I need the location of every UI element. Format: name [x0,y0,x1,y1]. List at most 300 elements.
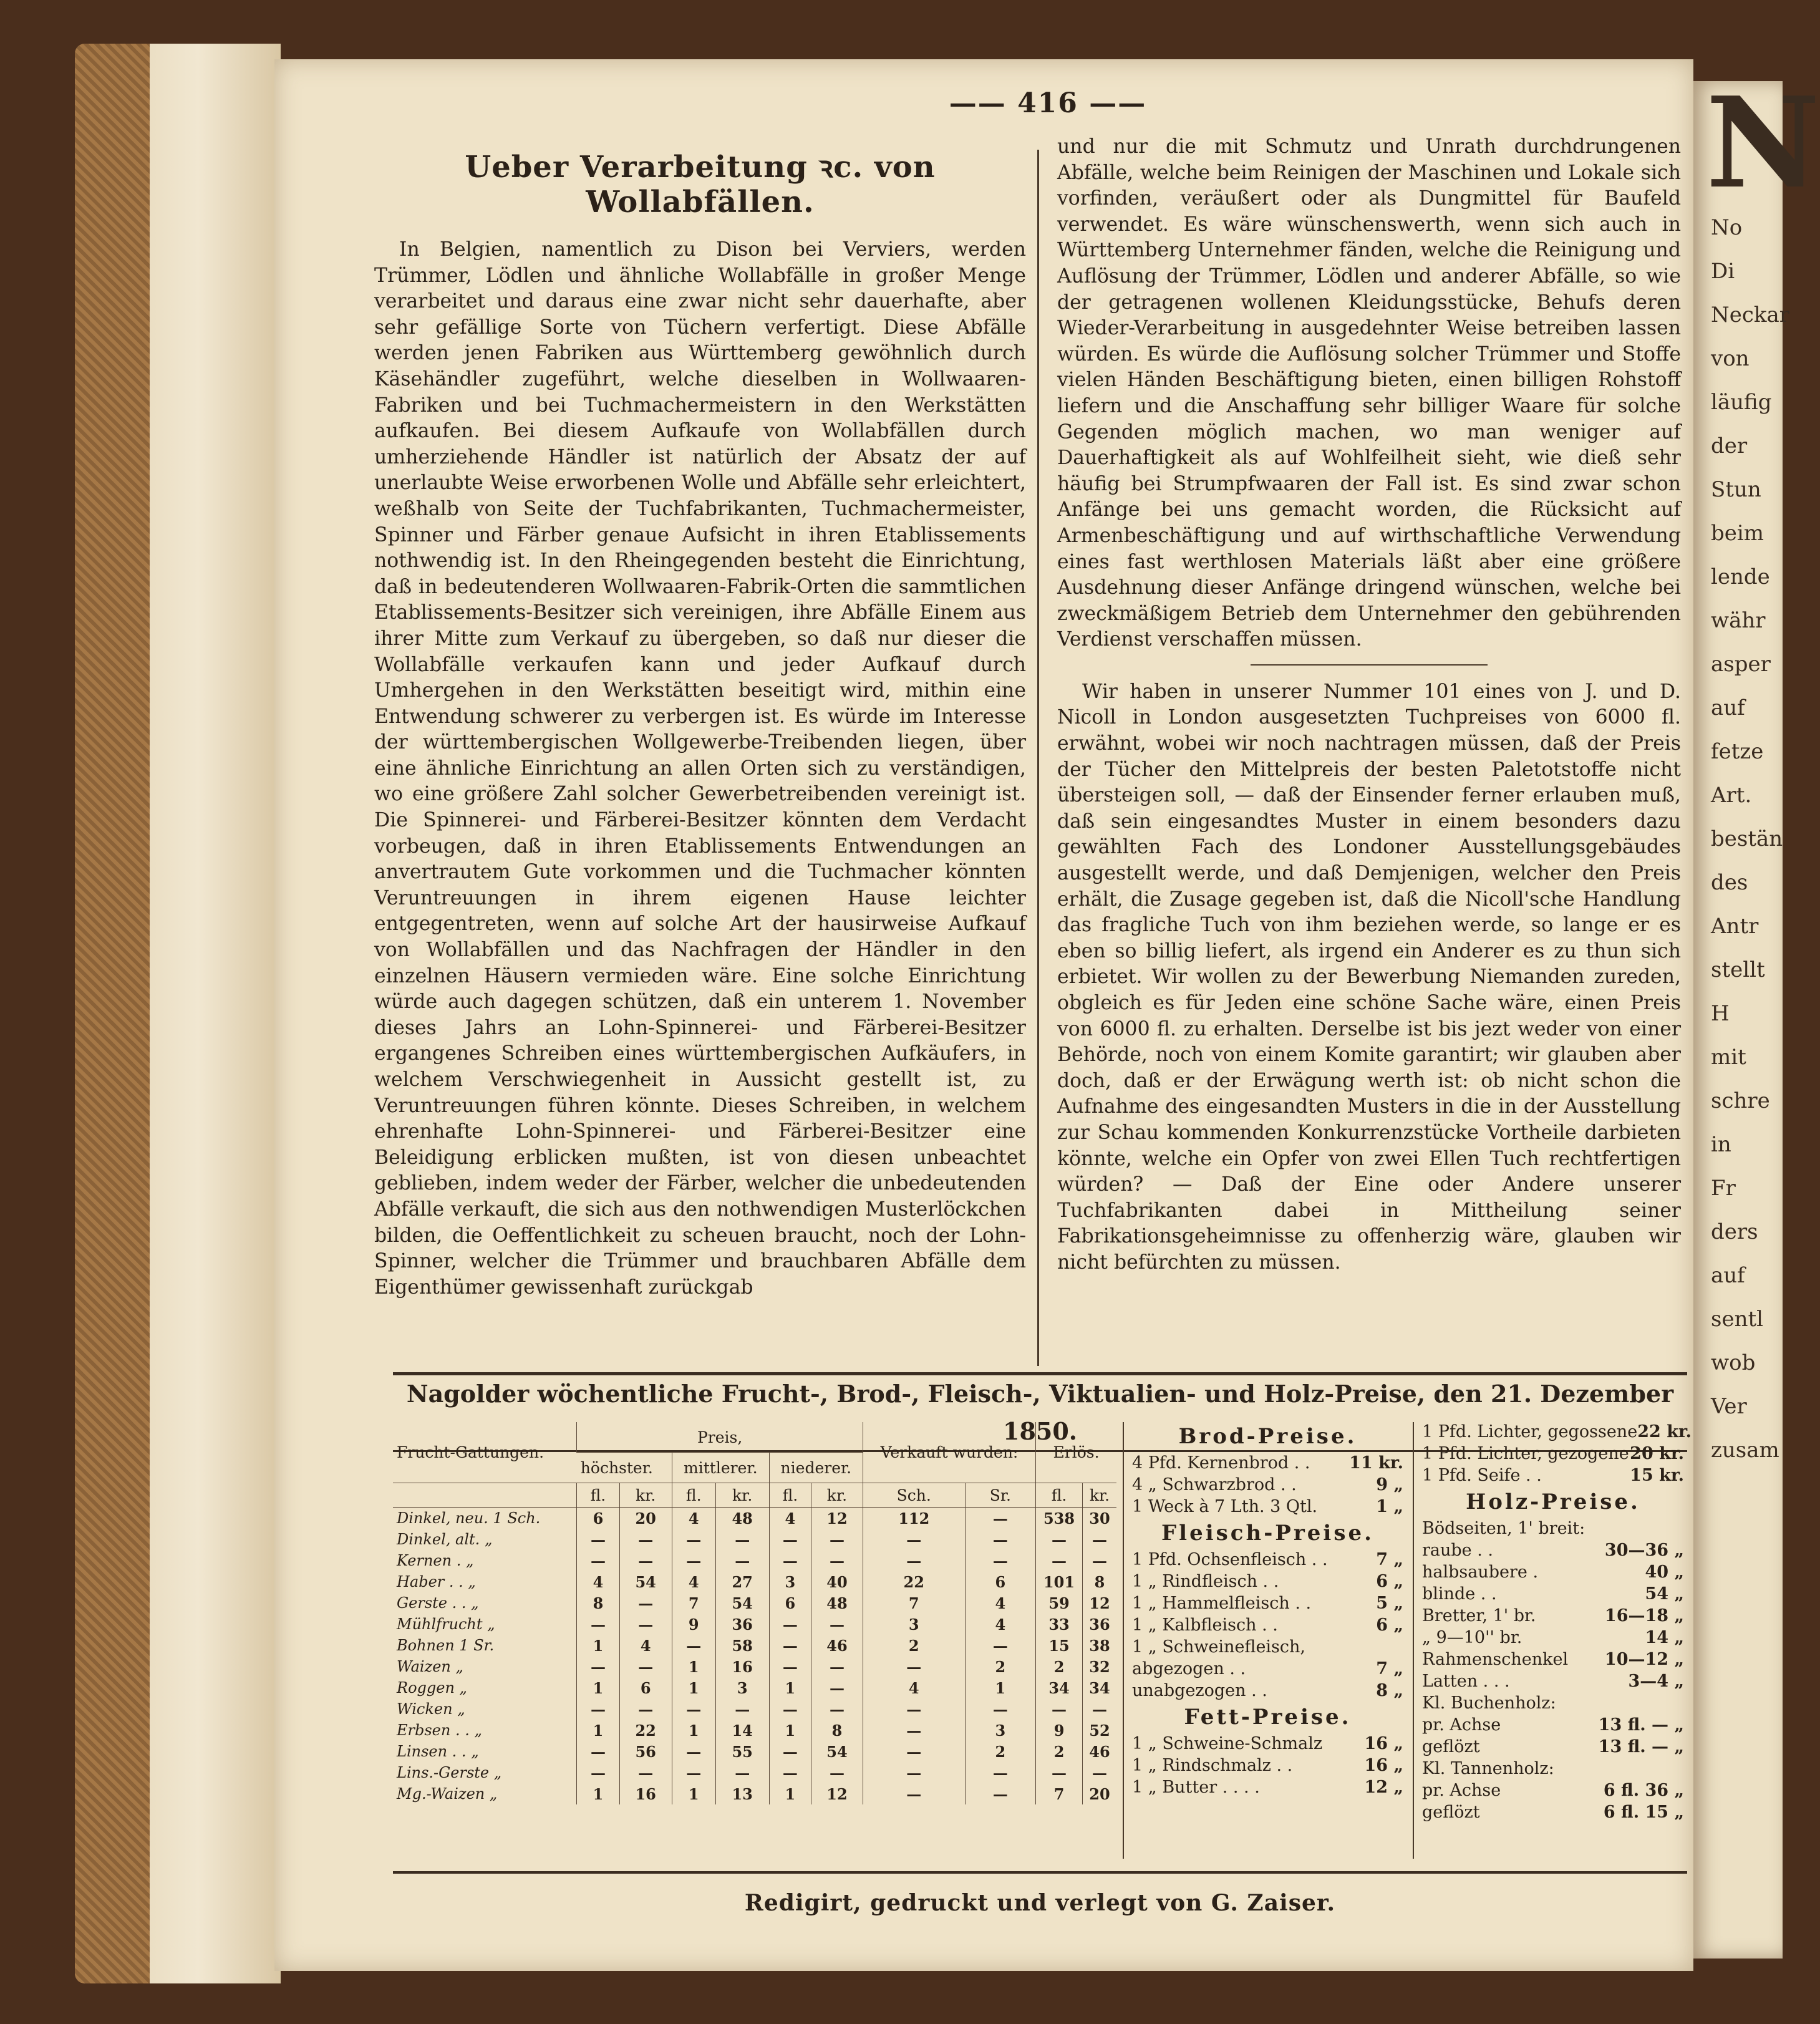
grain-value-cell: 3 [863,1614,965,1635]
grain-value-cell: 1 [672,1656,715,1677]
item-price: 14 „ [1645,1628,1684,1647]
item-price: 15 kr. [1630,1466,1684,1485]
item-price: 7 „ [1376,1550,1403,1569]
grain-value-cell: 6 [619,1677,672,1698]
grain-value-cell: 6 [577,1508,619,1529]
grain-value-cell: — [811,1762,863,1783]
list-item [1132,1592,1403,1614]
item-price: 5 „ [1376,1594,1403,1613]
grain-value-cell: — [672,1698,715,1720]
list-item [1422,1714,1684,1736]
grain-name-cell: Linsen . . „ [397,1743,479,1760]
grain-value-cell: — [811,1550,863,1571]
list-item [1422,1758,1684,1779]
grain-value-cell: — [715,1529,769,1550]
grain-value-cell: 7 [863,1592,965,1614]
next-page-word: Antr [1711,914,1759,939]
item-price: 11 kr. [1349,1453,1403,1473]
grain-value-cell: 22 [863,1571,965,1592]
grain-value-cell: 4 [672,1508,715,1529]
unit-cell: kr. [715,1483,769,1508]
viktualien-list [1422,1421,1692,1486]
next-page-word: Neckar [1711,303,1790,327]
grain-value-cell: — [811,1698,863,1720]
grain-value-cell: — [863,1720,965,1741]
unit-cell: kr. [811,1483,863,1508]
grain-value-cell: — [619,1529,672,1550]
article-body-right: und nur die mit Schmutz und Unrath durchdrungenen Abfälle, welche beim Reinigen der Maschinen und Lokale sich vorfinden, veräußert oder als Dungmittel für Baufeld verwendet. Es wäre wünschenswerth, wenn sich auch in Württemberg Unternehmer fänden, welche die Reinigung und Auflösung der Trümmer, Lödlen und anderer Abfälle, so wie der getragenen wollenen Kleidungsstücke, Behufs deren Wieder-Verarbeitung in ausgedehnter Weise betreiben lassen würden. Es würde die Auflösung solcher Trümmer und Stoffe vielen Händen Beschäftigung bieten, einen billigen Rohstoff liefern und die Anschaffung sehr billiger Waare für solche Gegenden möglich machen, wo man weniger auf Dauerhaftigkeit als auf Wohlfeilheit sieht, wie dieß sehr häufig bei Strumpfwaaren der Fall ist. Es sind zwar schon Anfänge bei uns gemacht worden, die Rücksicht auf Armenbeschäftigung und auf wirthschaftliche Verwendung eines fast werthlosen Materials läßt aber eine größere Ausdehnung dieser Anfänge dringend wünschen, welche bei zweckmäßigem Betrieb dem Unternehmer den gebührenden Verdienst verschaffen müssen. [1057,135,1681,651]
grain-name-cell: Dinkel, neu. 1 Sch. [397,1509,541,1527]
column-divider [1037,150,1039,1366]
grain-value-cell: 1 [769,1677,811,1698]
next-page-word: auf [1711,695,1745,720]
grain-value-cell: — [1036,1762,1083,1783]
grain-value-cell: 32 [1082,1656,1116,1677]
header-yield: Erlös. [1036,1422,1116,1483]
grain-value-cell: 7 [672,1592,715,1614]
grain-value-cell: 9 [1036,1720,1083,1741]
item-label: Bretter, 1' br. [1422,1606,1536,1625]
item-label: geflözt [1422,1803,1480,1822]
next-page-word: sentl [1711,1307,1764,1332]
grain-value-cell: 2 [1036,1741,1083,1762]
grain-value-cell: 34 [1036,1677,1083,1698]
table-row [393,1698,1116,1720]
item-label: pr. Achse [1422,1781,1501,1800]
grain-value-cell: — [811,1656,863,1677]
header-kind: Frucht-Gattungen. [393,1422,577,1483]
item-price: 6 fl. 15 „ [1603,1803,1684,1822]
unit-cell: fl. [1036,1483,1083,1508]
list-item [1422,1605,1684,1627]
grain-value-cell: — [863,1550,965,1571]
grain-value-cell: 4 [965,1614,1036,1635]
item-price: 9 „ [1376,1475,1403,1494]
holz-list [1422,1518,1684,1823]
next-page-word: zusam [1711,1438,1779,1463]
list-item [1422,1649,1684,1670]
list-item [1132,1755,1403,1776]
item-price: 8 „ [1376,1681,1403,1700]
article-title: Ueber Verarbeitung ꝛc. von Wollabfällen. [465,150,936,220]
grain-value-cell: — [577,1762,619,1783]
grain-value-cell: 48 [715,1508,769,1529]
grain-value-cell: 1 [672,1783,715,1804]
table-row [393,1762,1116,1783]
fett-title: Fett-Preise. [1184,1705,1352,1730]
item-label: 1 „ Rindfleisch . . [1132,1572,1279,1591]
grain-value-cell: — [863,1741,965,1762]
grain-value-cell: — [965,1529,1036,1550]
item-price: 6 „ [1376,1615,1403,1635]
grain-value-cell: 6 [769,1592,811,1614]
grain-value-cell: 22 [619,1720,672,1741]
grain-value-cell: 55 [715,1741,769,1762]
brod-title: Brod-Preise. [1178,1424,1357,1449]
next-page-word: asper [1711,652,1771,677]
grain-value-cell: 16 [715,1656,769,1677]
fett-list [1132,1733,1403,1798]
item-label: abgezogen . . [1132,1659,1246,1678]
grain-value-cell: — [769,1550,811,1571]
item-price: 22 kr. [1637,1422,1692,1441]
paragraph-separator [1251,664,1488,666]
grain-value-cell: 4 [965,1592,1036,1614]
grain-value-cell: 27 [715,1571,769,1592]
item-label: 1 Pfd. Lichter, gegossene [1422,1422,1638,1441]
list-item [1132,1776,1403,1798]
unit-cell: fl. [577,1483,619,1508]
grain-value-cell: — [672,1635,715,1656]
grain-value-cell: — [769,1656,811,1677]
grain-value-cell: — [863,1529,965,1550]
grain-value-cell: — [672,1762,715,1783]
grain-name-cell: Gerste . . „ [397,1594,479,1612]
grain-name-cell: Waizen „ [397,1658,463,1675]
left-column [374,150,1026,1372]
item-price: 12 „ [1364,1778,1403,1797]
grain-value-cell: 46 [811,1635,863,1656]
unit-cell: kr. [619,1483,672,1508]
unit-cell: fl. [769,1483,811,1508]
list-item [1132,1658,1403,1680]
market-prices-title: Nagolder wöchentliche Frucht-, Brod-, Fleisch-, Viktualien- und Holz-Preise, den 21. Dezember 1850. [393,1375,1687,1452]
grain-value-cell: 1 [672,1677,715,1698]
grain-value-cell: — [863,1762,965,1783]
grain-value-cell: 30 [1082,1508,1116,1529]
grain-value-cell: 54 [715,1592,769,1614]
grain-value-cell: — [619,1592,672,1614]
next-page-word: von [1711,346,1750,371]
grain-value-cell: 2 [965,1656,1036,1677]
grain-name-cell: Roggen „ [397,1679,467,1697]
item-price: 30—36 „ [1604,1541,1684,1560]
grain-value-cell: — [672,1550,715,1571]
next-page-word: H [1711,1001,1730,1026]
grain-value-cell: — [863,1783,965,1804]
grain-value-cell: 7 [1036,1783,1083,1804]
next-page-word: schre [1711,1088,1770,1113]
grain-value-cell: — [769,1741,811,1762]
book-cover [75,44,150,1983]
header-mid: mittlerer. [672,1453,769,1483]
table-row [393,1720,1116,1741]
grain-value-cell: — [1082,1698,1116,1720]
unit-cell: fl. [672,1483,715,1508]
item-price: 13 fl. — „ [1598,1715,1684,1735]
grain-value-cell: — [577,1614,619,1635]
item-price: 6 „ [1376,1572,1403,1591]
grain-name-cell: Haber . . „ [397,1573,476,1591]
tuchpreis-notice: Wir haben in unserer Nummer 101 eines von J. und D. Nicoll in London ausgesetzten Tuchpreises von 6000 fl. erwähnt, wobei wir noch nachtragen müssen, daß der Preis der Tücher den Mittelpreis der besten Paletotstoffe nicht übersteigen soll, — daß der Einsender ferner erlauben muß, daß sein eingesandtes Muster in einem besonders dazu gewählten Fach des Londoner Ausstellungsgebäudes ausgestellt werde, und daß Demjenigen, welcher den Preis erhält, die Zusage gegeben ist, daß die Nicoll'sche Handlung das fragliche Tuch von ihm beziehen werde, so lange er es eben so billig liefert, als irgend ein Anderer es zu thun sich erbietet. Wir wollen zu der Bewerbung Niemanden zureden, obgleich es für Jeden eine schöne Sache wäre, einen Preis von 6000 fl. zu erhalten. Derselbe ist bis jezt weder von einer Behörde, noch von einem Komite garantirt; wir glauben aber doch, daß er der Erwägung werth ist: ob nicht schon die Aufnahme des eingesandten Musters in die in der Ausstellung zur Schau kommenden Konkurrenzstücke Vortheile darbieten könnte, welche ein Opfer von zwei Ellen Tuch rechtfertigen würden? — Daß der Eine oder Andere unserer Tuchfabrikanten dabei in Mittheilung seiner Fabrikationsgeheimnisse zu offenherzig wäre, glauben wir nicht befürchten zu müssen. [1057,680,1681,1274]
item-price: 6 fl. 36 „ [1603,1781,1684,1800]
item-label: geflözt [1422,1737,1480,1756]
wood-prices-block [1422,1421,1692,1823]
item-price: 54 „ [1645,1584,1684,1604]
next-page-word: N [1706,70,1820,216]
grain-value-cell: 1 [769,1720,811,1741]
grain-value-cell: — [769,1614,811,1635]
grain-value-cell: — [965,1762,1036,1783]
grain-value-cell: 4 [672,1571,715,1592]
table-divider-2 [1413,1422,1414,1859]
item-price: 16 „ [1364,1734,1403,1753]
item-label: raube . . [1422,1541,1493,1560]
grain-value-cell: — [619,1698,672,1720]
grain-name-cell: Wicken „ [397,1700,465,1718]
grain-value-cell: 8 [1082,1571,1116,1592]
table-row [393,1783,1116,1804]
list-item [1132,1571,1403,1592]
item-label: 1 Weck à 7 Lth. 3 Qtl. [1132,1497,1318,1516]
header-price: Preis, [577,1422,863,1453]
item-price: 3—4 „ [1628,1672,1684,1691]
grain-value-cell: 15 [1036,1635,1083,1656]
item-price: 1 „ [1376,1497,1403,1516]
grain-value-cell: 54 [619,1571,672,1592]
grain-value-cell: — [577,1698,619,1720]
list-item [1132,1452,1403,1474]
grain-value-cell: — [863,1698,965,1720]
table-divider-1 [1123,1422,1124,1859]
grain-value-cell: 3 [965,1720,1036,1741]
item-label: 1 „ Butter . . . . [1132,1778,1260,1797]
unit-blank [393,1483,577,1508]
list-item [1422,1421,1692,1443]
grain-value-cell: 12 [811,1783,863,1804]
list-item [1132,1474,1403,1496]
item-label: Bödseiten, 1' breit: [1422,1519,1585,1538]
item-price: 16 „ [1364,1756,1403,1775]
grain-value-cell: 58 [715,1635,769,1656]
next-page-word: Di [1711,259,1735,284]
next-page-word: währ [1711,608,1766,633]
next-page-word: beim [1711,521,1764,546]
grain-value-cell: 3 [715,1677,769,1698]
list-item [1422,1561,1684,1583]
list-item [1422,1539,1684,1561]
list-item [1422,1670,1684,1692]
grain-value-cell: 112 [863,1508,965,1529]
grain-value-cell: — [672,1529,715,1550]
item-label: 1 „ Kalbfleisch . . [1132,1615,1278,1635]
grain-name-cell: Lins.-Gerste „ [397,1764,502,1781]
item-label: 4 „ Schwarzbrod . . [1132,1475,1297,1494]
next-page-word: der [1711,433,1748,458]
next-page-word: Stun [1711,477,1761,502]
grain-name-cell: Dinkel, alt. „ [397,1531,493,1548]
grain-value-cell: 46 [1082,1741,1116,1762]
grain-value-cell: 16 [619,1783,672,1804]
grain-value-cell: 3 [769,1571,811,1592]
next-page-word: lende [1711,564,1770,589]
grain-value-cell: 1 [577,1677,619,1698]
grain-table-body [393,1508,1116,1805]
list-item [1422,1801,1684,1823]
grain-value-cell: 13 [715,1783,769,1804]
brod-list [1132,1452,1403,1518]
grain-value-cell: 1 [769,1783,811,1804]
table-row [393,1571,1116,1592]
grain-name-cell: Mühlfrucht „ [397,1615,495,1633]
grain-value-cell: 2 [863,1635,965,1656]
grain-value-cell: — [619,1614,672,1635]
grain-value-cell: 6 [965,1571,1036,1592]
table-row [393,1529,1116,1550]
grain-value-cell: 9 [672,1614,715,1635]
item-label: blinde . . [1422,1584,1497,1604]
list-item [1132,1549,1403,1571]
grain-value-cell: — [769,1762,811,1783]
grain-value-cell: 54 [811,1741,863,1762]
grain-value-cell: 48 [811,1592,863,1614]
next-page-word: Ver [1711,1394,1747,1419]
grain-value-cell: — [672,1741,715,1762]
grain-value-cell: — [863,1656,965,1677]
footer-rule [393,1871,1687,1874]
list-item [1422,1779,1684,1801]
list-item [1422,1627,1684,1649]
table-row [393,1508,1116,1529]
grain-value-cell: — [965,1783,1036,1804]
next-page-word: des [1711,870,1748,895]
unit-cell: kr. [1082,1483,1116,1508]
grain-value-cell: 4 [619,1635,672,1656]
item-price: 16—18 „ [1604,1606,1684,1625]
grain-value-cell: — [965,1635,1036,1656]
right-column [1057,134,1681,1357]
grain-value-cell: 36 [1082,1614,1116,1635]
grain-value-cell: 14 [715,1720,769,1741]
next-page-word: mit [1711,1045,1746,1070]
table-row [393,1550,1116,1571]
grain-value-cell: — [619,1762,672,1783]
grain-value-cell: 56 [619,1741,672,1762]
list-item [1132,1636,1403,1658]
grain-value-cell: — [715,1762,769,1783]
next-page-word: ders [1711,1219,1758,1244]
grain-value-cell: — [715,1698,769,1720]
list-item [1132,1733,1403,1755]
list-item [1132,1614,1403,1636]
item-label: unabgezogen . . [1132,1681,1267,1700]
grain-value-cell: 538 [1036,1508,1083,1529]
next-page-word: Fr [1711,1176,1736,1201]
grain-value-cell: — [577,1741,619,1762]
grain-value-cell: — [1036,1698,1083,1720]
list-item [1422,1692,1684,1714]
next-page-word: läufig [1711,390,1772,415]
grain-value-cell: 20 [1082,1783,1116,1804]
grain-value-cell: — [577,1656,619,1677]
item-label: Rahmenschenkel [1422,1650,1569,1669]
grain-value-cell: 1 [672,1720,715,1741]
grain-value-cell: — [577,1529,619,1550]
unit-cell: Sr. [965,1483,1036,1508]
grain-value-cell: — [769,1635,811,1656]
grain-value-cell: 38 [1082,1635,1116,1656]
grain-value-cell: 1 [577,1783,619,1804]
item-price: 13 fl. — „ [1598,1737,1684,1756]
grain-value-cell: 59 [1036,1592,1083,1614]
item-price: 40 „ [1645,1562,1684,1582]
grain-name-cell: Mg.-Waizen „ [397,1785,498,1803]
item-label: 1 Pfd. Lichter, gezogene [1422,1444,1629,1463]
list-item [1132,1680,1403,1702]
grain-name-cell: Bohnen 1 Sr. [397,1637,495,1654]
item-label: Latten . . . [1422,1672,1510,1691]
next-page-word: in [1711,1132,1731,1157]
item-label: 1 Pfd. Seife . . [1422,1466,1542,1485]
item-label: „ 9—10'' br. [1422,1628,1522,1647]
next-page-fragment [1693,70,1820,1959]
table-row [393,1635,1116,1656]
item-price: 20 kr. [1630,1444,1684,1463]
grain-value-cell: — [619,1550,672,1571]
grain-value-cell: — [577,1550,619,1571]
grain-value-cell: 20 [619,1508,672,1529]
grain-name-cell: Kernen . „ [397,1552,474,1569]
list-item [1422,1465,1684,1486]
item-label: 1 „ Schweine-Schmalz [1132,1734,1323,1753]
table-row [393,1614,1116,1635]
grain-value-cell: — [1082,1762,1116,1783]
header-low: niederer. [769,1453,863,1483]
fleisch-list [1132,1549,1403,1702]
grain-value-cell: 4 [863,1677,965,1698]
grain-value-cell: — [811,1529,863,1550]
table-row [393,1677,1116,1698]
item-label: 1 „ Rindschmalz . . [1132,1756,1293,1775]
next-page-word: No [1711,215,1743,240]
item-price: 7 „ [1376,1659,1403,1678]
item-label: 4 Pfd. Kernenbrod . . [1132,1453,1310,1473]
grain-value-cell: 1 [577,1720,619,1741]
fleisch-title: Fleisch-Preise. [1161,1521,1374,1546]
grain-value-cell: 33 [1036,1614,1083,1635]
list-item [1422,1443,1684,1465]
header-sold: Verkauft wurden: [863,1422,1035,1483]
grain-value-cell: 1 [965,1677,1036,1698]
grain-value-cell: — [965,1698,1036,1720]
grain-value-cell: 4 [577,1571,619,1592]
grain-value-cell: 4 [769,1508,811,1529]
list-item [1422,1736,1684,1758]
item-label: halbsaubere . [1422,1562,1539,1582]
grain-value-cell: 12 [1082,1592,1116,1614]
item-label: 1 Pfd. Ochsenfleisch . . [1132,1550,1328,1569]
grain-value-cell: — [965,1550,1036,1571]
item-label: pr. Achse [1422,1715,1501,1735]
grain-value-cell: 52 [1082,1720,1116,1741]
item-label: Kl. Buchenholz: [1422,1693,1556,1713]
grain-value-cell: 40 [811,1571,863,1592]
table-row [393,1656,1116,1677]
grain-value-cell: — [811,1677,863,1698]
meat-prices-block [1132,1421,1403,1798]
grain-value-cell: — [769,1529,811,1550]
next-page-word: auf [1711,1263,1745,1288]
next-page-word: stellt [1711,957,1765,982]
grain-name-cell: Erbsen . . „ [397,1721,482,1739]
grain-value-cell: — [1036,1550,1083,1571]
next-page-word: fetze [1711,739,1764,764]
item-label: Kl. Tannenholz: [1422,1759,1554,1778]
table-row [393,1592,1116,1614]
grain-value-cell: — [1082,1550,1116,1571]
grain-price-table [393,1422,1116,1804]
item-label: 1 „ Hammelfleisch . . [1132,1594,1312,1613]
